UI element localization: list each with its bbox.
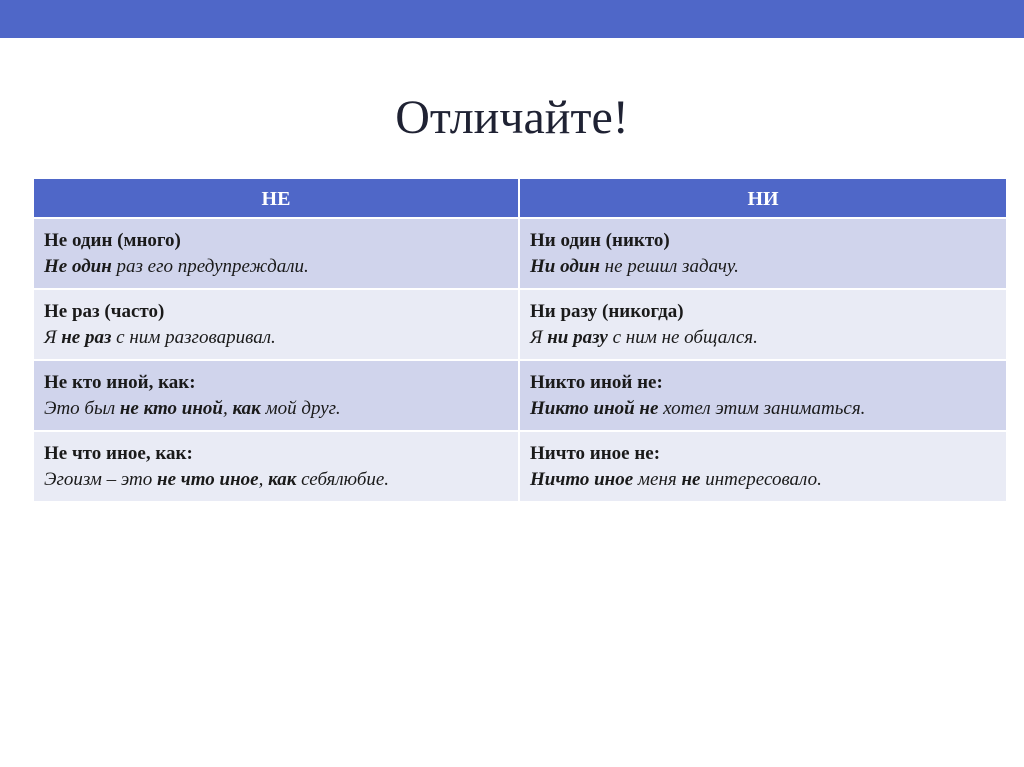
example-sentence xyxy=(44,325,508,351)
table-cell-ni xyxy=(520,290,1006,361)
sentence-fragment: хотел этим заниматься. xyxy=(658,398,866,419)
table-row xyxy=(34,361,1006,432)
rule-label: Ни разу (никогда) xyxy=(530,301,684,322)
table-cell-ni xyxy=(520,219,1006,290)
table-cell-ne xyxy=(34,361,520,432)
sentence-fragment: не решил задачу. xyxy=(599,256,739,277)
header-ni: НИ xyxy=(520,179,1006,219)
emphasized-fragment: Ничто иное xyxy=(530,469,634,490)
example-sentence xyxy=(44,467,508,493)
table-row xyxy=(34,290,1006,361)
sentence-fragment: раз его предупреждали. xyxy=(111,256,309,277)
emphasized-fragment: как xyxy=(232,398,261,419)
sentence-fragment: Я xyxy=(530,327,548,348)
table-row xyxy=(34,219,1006,290)
emphasized-fragment: ни разу xyxy=(547,327,608,348)
table-cell-ne xyxy=(34,219,520,290)
example-sentence xyxy=(530,467,996,493)
comparison-table xyxy=(34,179,1006,503)
rule-label: Не раз (часто) xyxy=(44,301,165,322)
emphasized-fragment: Никто иной не xyxy=(530,398,659,419)
table-cell-ni xyxy=(520,432,1006,503)
emphasized-fragment: не xyxy=(681,469,701,490)
emphasized-fragment: как xyxy=(268,469,297,490)
emphasized-fragment: Ни один xyxy=(530,256,600,277)
sentence-fragment: с ним не общался. xyxy=(607,327,758,348)
top-accent-bar xyxy=(0,0,1024,38)
sentence-fragment: Эгоизм – это xyxy=(44,469,158,490)
rule-label: Не один (много) xyxy=(44,230,181,251)
rule-label: Не кто иной, как: xyxy=(44,372,196,393)
table-cell-ne xyxy=(34,290,520,361)
sentence-fragment: мой друг. xyxy=(260,398,341,419)
sentence-fragment: Я xyxy=(44,327,62,348)
header-ne: НЕ xyxy=(34,179,520,219)
emphasized-fragment: не кто иной xyxy=(119,398,223,419)
example-sentence xyxy=(530,396,996,422)
sentence-fragment: , xyxy=(258,469,269,490)
sentence-fragment: , xyxy=(222,398,233,419)
example-sentence xyxy=(530,254,996,280)
sentence-fragment: интересовало. xyxy=(700,469,822,490)
rule-label: Ни один (никто) xyxy=(530,230,670,251)
table-cell-ni xyxy=(520,361,1006,432)
rule-label: Ничто иное не: xyxy=(530,443,661,464)
sentence-fragment: меня xyxy=(633,469,682,490)
table-row xyxy=(34,432,1006,503)
example-sentence xyxy=(44,254,508,280)
slide-title: Отличайте! xyxy=(395,91,629,144)
rule-label: Не что иное, как: xyxy=(44,443,193,464)
emphasized-fragment: не что иное xyxy=(157,469,259,490)
table-header-row xyxy=(34,179,1006,219)
rule-label: Никто иной не: xyxy=(530,372,663,393)
sentence-fragment: Это был xyxy=(44,398,120,419)
sentence-fragment: с ним разговаривал. xyxy=(111,327,276,348)
emphasized-fragment: Не один xyxy=(44,256,112,277)
table-cell-ne xyxy=(34,432,520,503)
sentence-fragment: себялюбие. xyxy=(296,469,390,490)
emphasized-fragment: не раз xyxy=(61,327,112,348)
example-sentence xyxy=(44,396,508,422)
example-sentence xyxy=(530,325,996,351)
